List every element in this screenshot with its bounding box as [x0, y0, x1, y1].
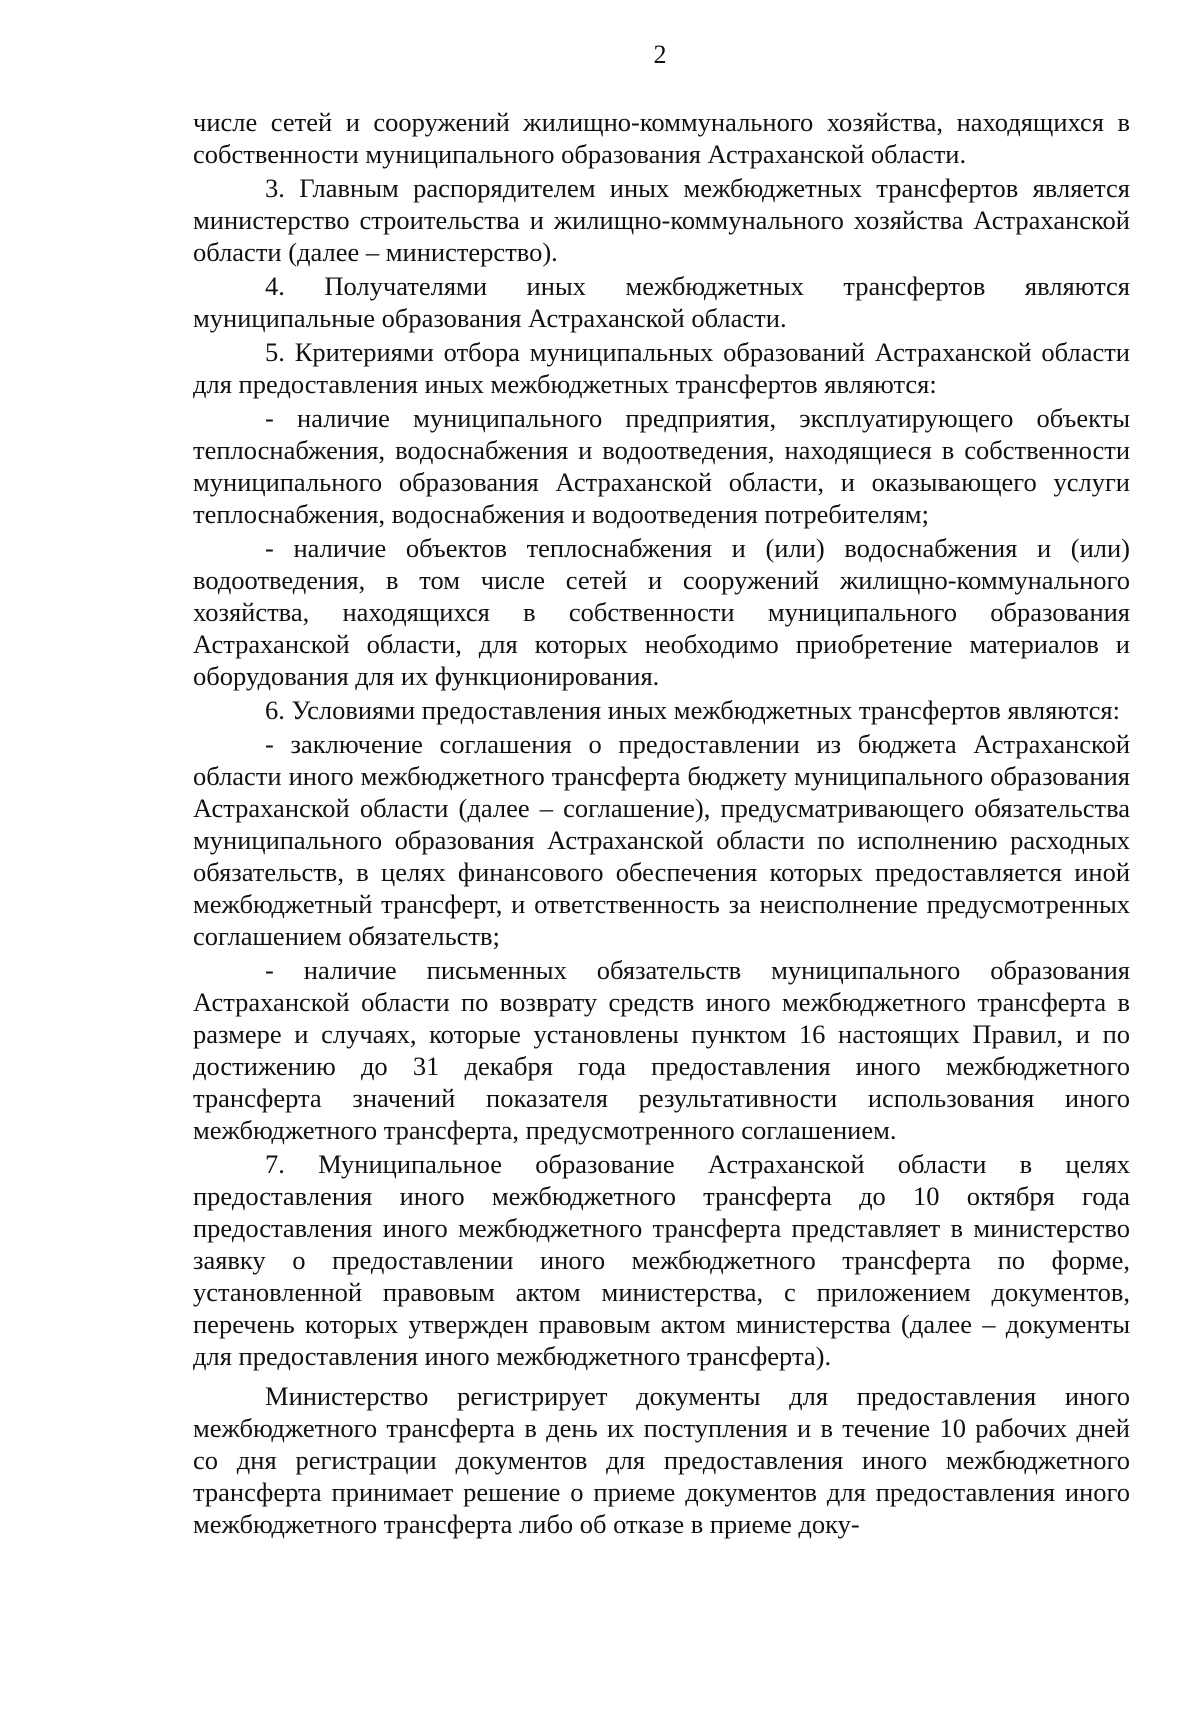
paragraph-item-7: 7. Муниципальное образование Астраханской области в целях предоставления иного межбюджетного трансферта до 10 октября года предоставления иного межбюджетного трансферта представляет в министерство заявку о предоставлении иного межбюджетного трансферта по форме, установленной правовым актом министерства, с приложением документов, перечень которых утвержден правовым актом министерства (далее – документы для предоставления иного межбюджетного трансферта). [193, 1149, 1130, 1371]
paragraph-item-5-criterion-1: - наличие муниципального предприятия, эксплуатирующего объекты теплоснабжения, водоснабжения и водоотведения, находящиеся в собственности муниципального образования Астраханской области, и оказывающего услуги теплоснабжения, водоснабжения и водоотведения потребителям; [193, 403, 1130, 529]
paragraph-item-6-condition-2: - наличие письменных обязательств муниципального образования Астраханской области по возврату средств иного межбюджетного трансферта в размере и случаях, которые установлены пунктом 16 настоящих Правил, и по достижению до 31 декабря года предоставления иного межбюджетного трансферта значений показателя результативности использования иного межбюджетного трансферта, предусмотренного соглашением. [193, 955, 1130, 1145]
paragraph-item-6-condition-1: - заключение соглашения о предоставлении из бюджета Астраханской области иного межбюджетного трансферта бюджету муниципального образования Астраханской области (далее – соглашение), предусматривающего обязательства муниципального образования Астраханской области по исполнению расходных обязательств, в целях финансового обеспечения которых предоставляется иной межбюджетный трансферт, и ответственность за неисполнение предусмотренных соглашением обязательств; [193, 729, 1130, 951]
paragraph-item-4: 4. Получателями иных межбюджетных трансфертов являются муниципальные образования Астраханской области. [193, 271, 1130, 333]
page-number: 2 [653, 40, 667, 69]
paragraph-item-6: 6. Условиями предоставления иных межбюджетных трансфертов являются: [265, 695, 1120, 725]
paragraph-continuation: числе сетей и сооружений жилищно-коммунального хозяйства, находящихся в собственности муниципального образования Астраханской области. [193, 107, 1130, 169]
paragraph-item-5-criterion-2: - наличие объектов теплоснабжения и (или) водоснабжения и (или) водоотведения, в том числе сетей и сооружений жилищно-коммунального хозяйства, находящихся в собственности муниципального образования Астраханской области, для которых необходимо приобретение материалов и оборудования для их функционирования. [193, 533, 1130, 691]
paragraph-item-5: 5. Критериями отбора муниципальных образований Астраханской области для предоставления иных межбюджетных трансфертов являются: [193, 337, 1130, 399]
paragraph-item-3: 3. Главным распорядителем иных межбюджетных трансфертов является министерство строительства и жилищно-коммунального хозяйства Астраханской области (далее – министерство). [193, 173, 1130, 267]
paragraph-ministry-registration: Министерство регистрирует документы для предоставления иного межбюджетного трансферта в день их поступления и в течение 10 рабочих дней со дня регистрации документов для предоставления иного межбюджетного трансферта принимает решение о приеме документов для предоставления иного межбюджетного трансферта либо об отказе в приеме доку- [193, 1381, 1130, 1539]
document-body [193, 106, 1130, 1542]
